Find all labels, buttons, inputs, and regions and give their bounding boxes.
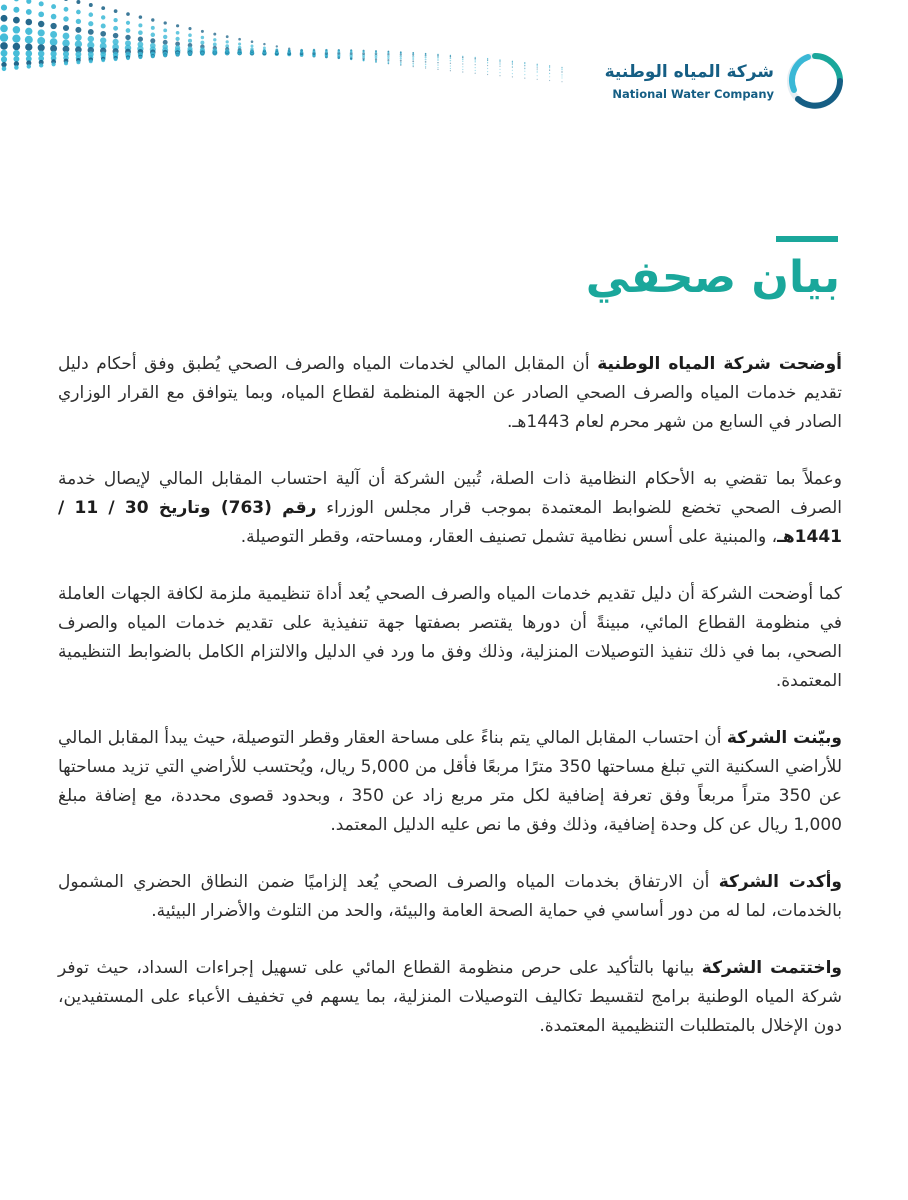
decorative-dot — [412, 60, 414, 62]
decorative-dot — [561, 75, 562, 76]
decorative-dot — [512, 63, 513, 64]
decorative-dot — [425, 66, 426, 67]
logo-name-arabic: شركة المياه الوطنية — [604, 62, 774, 82]
statement-body — [58, 350, 842, 1069]
decorative-dot — [387, 59, 389, 61]
decorative-dot — [63, 25, 69, 31]
decorative-dot — [499, 63, 500, 64]
decorative-dot — [126, 57, 130, 61]
decorative-dot — [0, 33, 8, 41]
decorative-dot — [1, 5, 7, 11]
paragraph-1-text: أن المقابل المالي لخدمات المياه والصرف الصحي يُطبق وفق أحكام دليل تقديم خدمات المياه والصرف الصحي الصادر عن الجهة المنظمة لقطاع المياه، وبما يتوافق مع القرار الوزاري الصادر في السابع من شهر محرم لعام 1443هـ. — [58, 354, 842, 432]
decorative-dot — [475, 64, 476, 65]
paragraph-3-text: كما أوضحت الشركة أن دليل تقديم خدمات المياه والصرف الصحي يُعد أداة تنظيمية ملزمة لكافة الجهات العاملة في منظومة القطاع المائي، مبينةً أن دورها يقتصر بصفتها جهة تنفيذية على تقديم خدمات المياه والصرف الصحي، بما في ذلك تنفيذ التوصيلات المنزلية، وذلك وفق ما ورد في الدليل والالتزام الكامل بالضوابط التنظيمية المعتمدة. — [58, 584, 842, 691]
decorative-dot — [226, 35, 229, 38]
decorative-dot — [537, 64, 538, 65]
decorative-dot — [1, 56, 7, 62]
decorative-dot — [76, 0, 80, 4]
decorative-dot — [462, 71, 463, 72]
decorative-dot — [26, 9, 32, 15]
decorative-dot — [64, 61, 68, 65]
decorative-dot — [238, 42, 241, 45]
paragraph-2-text-b: ، والمبنية على أسس نظامية تشمل تصنيف العقار، ومساحته، وقطر التوصيلة. — [240, 527, 778, 547]
decorative-dot — [561, 81, 562, 82]
decorative-dot — [64, 7, 69, 12]
decorative-dot — [76, 10, 81, 15]
decorative-dot — [450, 70, 451, 71]
decorative-dot — [425, 56, 427, 58]
decorative-dot — [301, 49, 303, 51]
decorative-dot — [462, 66, 463, 67]
decorative-dot — [139, 15, 143, 19]
decorative-dot — [14, 0, 19, 1]
decorative-dot — [26, 19, 33, 26]
decorative-dot — [499, 75, 500, 76]
decorative-dot — [138, 30, 143, 35]
decorative-dot — [512, 66, 513, 67]
decorative-dot — [226, 51, 229, 54]
decorative-dot — [524, 65, 525, 66]
page-title: بيان صحفي — [585, 252, 840, 303]
decorative-dot — [450, 68, 451, 69]
decorative-dot — [251, 40, 254, 43]
decorative-dot — [276, 49, 278, 51]
decorative-dot — [125, 35, 130, 40]
decorative-dot — [113, 33, 119, 39]
decorative-dot — [512, 70, 513, 71]
decorative-dot — [524, 68, 525, 69]
decorative-dot — [437, 64, 438, 65]
decorative-dot — [412, 63, 414, 65]
decorative-dot — [413, 66, 414, 67]
decorative-dot — [350, 50, 352, 52]
decorative-dot — [537, 69, 538, 70]
decorative-dot — [163, 35, 167, 39]
decorative-dot — [13, 7, 19, 13]
decorative-dot-wave — [0, 0, 580, 160]
decorative-dot — [88, 29, 94, 35]
decorative-dot — [51, 14, 57, 20]
decorative-dot — [88, 36, 94, 42]
decorative-dot — [549, 73, 550, 74]
decorative-dot — [188, 52, 191, 55]
decorative-dot — [475, 67, 476, 68]
decorative-dot — [13, 56, 19, 62]
decorative-dot — [437, 69, 438, 70]
title-accent-rule — [776, 236, 838, 242]
decorative-dot — [499, 64, 500, 65]
decorative-dot — [126, 21, 130, 25]
decorative-dot — [325, 49, 327, 51]
decorative-dot — [114, 57, 118, 61]
decorative-dot — [63, 33, 70, 40]
decorative-dot — [188, 27, 191, 30]
decorative-dot — [138, 23, 142, 27]
decorative-dot — [549, 80, 550, 81]
decorative-dot — [126, 12, 130, 16]
decorative-dot — [13, 17, 20, 24]
decorative-dot — [188, 39, 192, 43]
decorative-dot — [89, 3, 93, 7]
decorative-dot — [113, 26, 118, 31]
decorative-dot — [437, 56, 438, 57]
decorative-dot — [425, 64, 427, 66]
decorative-dot — [201, 36, 204, 39]
decorative-dot — [176, 53, 179, 56]
decorative-dot — [400, 57, 402, 59]
paragraph-3 — [58, 580, 842, 696]
decorative-dot — [437, 62, 439, 64]
decorative-dot — [537, 72, 538, 73]
paragraph-4-text: أن احتساب المقابل المالي يتم بناءً على مساحة العقار وقطر التوصيلة، حيث يبدأ المقابل المالي للأراضي السكنية التي تبلغ مساحتها 350 مترًا مربعًا فأقل من 5,000 ريال، ويُحتسب للأراضي التي تزيد مساحتها عن 350 متراً مربعاً وفق تعرفة إضافية لكل متر مربع زاد عن 350 ، وبحدود قصوى محددة، مع إضافة مبلغ 1,000 ريال عن كل وحدة إضافية، وذلك وفق ما نص عليه الدليل المعتمد. — [58, 728, 843, 835]
decorative-dot — [499, 60, 500, 61]
decorative-dot — [425, 67, 426, 68]
decorative-dot — [450, 55, 451, 56]
decorative-dot — [75, 34, 82, 41]
decorative-dot — [150, 38, 155, 43]
logo-name-english: National Water Company — [612, 87, 774, 101]
decorative-dot — [201, 52, 204, 55]
decorative-dot — [462, 57, 463, 58]
decorative-dot — [413, 53, 414, 54]
decorative-dot — [276, 45, 278, 47]
decorative-dot — [475, 70, 476, 71]
decorative-dot — [88, 21, 93, 26]
decorative-dot — [113, 18, 117, 22]
decorative-dot — [400, 63, 402, 65]
decorative-dot — [450, 65, 451, 66]
paragraph-2-text-a: وعملاً بما تقضي به الأحكام النظامية ذات الصلة، تُبين الشركة أن آلية احتساب المقابل المالي لإيصال خدمة الصرف الصحي تخضع للضوابط المعتمدة بموجب قرار مجلس الوزراء — [58, 469, 842, 518]
decorative-dot — [437, 67, 438, 68]
paragraph-4 — [58, 724, 842, 840]
decorative-dot — [0, 42, 8, 50]
decorative-dot — [50, 38, 58, 46]
decorative-dot — [487, 65, 488, 66]
decorative-dot — [487, 58, 488, 59]
decorative-dot — [263, 43, 265, 45]
decorative-dot — [213, 42, 217, 46]
decorative-dot — [139, 56, 143, 60]
decorative-dot — [425, 55, 426, 56]
decorative-dot — [51, 4, 56, 9]
paragraph-6-text: بيانها بالتأكيد على حرص منظومة القطاع المائي على تسهيل إجراءات السداد، حيث توفر شركة المياه الوطنية برامج لتقسيط تكاليف التوصيلات المنزلية، بما يسهم في تخفيف الأعباء على المستفيدين، دون الإخلال بالمتطلبات التنظيمية المعتمدة. — [58, 958, 842, 1036]
decorative-dot — [1, 62, 6, 67]
decorative-dot — [163, 28, 167, 32]
decorative-dot — [151, 18, 154, 21]
decorative-dot — [400, 62, 402, 64]
decorative-dot — [537, 71, 538, 72]
decorative-dot — [425, 59, 427, 61]
decorative-dot — [524, 63, 525, 64]
decorative-dot — [537, 67, 538, 68]
decorative-dot — [226, 40, 229, 43]
decorative-dot — [499, 61, 500, 62]
paragraph-1-lead: أوضحت شركة المياه الوطنية — [597, 354, 842, 374]
decorative-dot — [38, 11, 44, 17]
decorative-dot — [213, 38, 216, 41]
decorative-dot — [12, 34, 20, 42]
decorative-dot — [499, 66, 500, 67]
decorative-dot — [27, 64, 31, 68]
decorative-dot — [101, 6, 105, 10]
decorative-dot — [437, 54, 438, 55]
decorative-dot — [151, 26, 155, 30]
decorative-dot — [450, 60, 452, 62]
decorative-dot — [1, 15, 8, 22]
decorative-dot — [475, 58, 476, 59]
decorative-dot — [176, 24, 179, 27]
decorative-dot — [338, 49, 340, 51]
decorative-dot — [201, 30, 204, 33]
decorative-dot — [561, 67, 562, 68]
paragraph-5-lead: وأكدت الشركة — [718, 872, 842, 892]
decorative-dot — [537, 65, 538, 66]
decorative-dot — [38, 44, 45, 51]
paragraph-5-text: أن الارتفاق بخدمات المياه والصرف الصحي يُعد إلزاميًا ضمن النطاق الحضري المشمول بالخدمات، لما له من دور أساسي في حماية الصحة العامة والبيئة، والحد من التلوث والأضرار البيئية. — [58, 872, 842, 921]
paragraph-5 — [58, 868, 842, 926]
decorative-dot — [487, 74, 488, 75]
water-drop-ring-icon — [786, 52, 844, 110]
decorative-dot — [76, 19, 81, 24]
decorative-dot — [313, 49, 315, 51]
decorative-dot — [537, 75, 538, 76]
decorative-dot — [14, 65, 19, 70]
decorative-dot — [537, 66, 538, 67]
decorative-dot — [213, 51, 216, 54]
decorative-dot — [549, 76, 550, 77]
paragraph-2-decision-ref: رقم (763) وتاريخ 30 / 11 / 1441هـ — [58, 498, 842, 547]
decorative-dot — [114, 9, 118, 13]
decorative-dot — [164, 21, 167, 24]
decorative-dot — [524, 74, 525, 75]
decorative-dot — [375, 51, 377, 53]
decorative-dot — [487, 62, 488, 63]
decorative-dot — [25, 28, 32, 35]
decorative-dot — [76, 60, 80, 64]
decorative-dot — [38, 29, 45, 36]
decorative-dot — [251, 45, 254, 48]
decorative-dot — [462, 59, 463, 60]
decorative-dot — [425, 61, 427, 63]
decorative-dot — [400, 60, 402, 62]
decorative-dot — [188, 33, 192, 37]
decorative-dot — [561, 72, 562, 73]
decorative-dot — [450, 57, 451, 58]
decorative-dot — [213, 33, 216, 36]
decorative-dot — [512, 73, 513, 74]
company-logo — [564, 52, 844, 112]
decorative-dot — [13, 43, 20, 50]
decorative-dot — [2, 66, 7, 71]
decorative-dot — [251, 50, 254, 53]
decorative-dot — [499, 72, 500, 73]
decorative-dot — [499, 69, 500, 70]
decorative-dot — [561, 69, 562, 70]
decorative-dot — [549, 67, 550, 68]
decorative-dot — [39, 63, 43, 67]
decorative-dot — [101, 23, 106, 28]
decorative-dot — [200, 41, 204, 45]
decorative-dot — [487, 71, 488, 72]
decorative-dot — [388, 52, 389, 53]
decorative-dot — [126, 28, 131, 33]
decorative-dot — [475, 57, 476, 58]
decorative-dot — [512, 76, 513, 77]
decorative-dot — [437, 59, 439, 61]
paragraph-4-lead: وبيّنت الشركة — [726, 728, 842, 748]
decorative-dot — [263, 49, 265, 51]
paragraph-2 — [58, 465, 842, 552]
decorative-dot — [425, 53, 426, 54]
decorative-dot — [50, 31, 57, 38]
decorative-dot — [512, 61, 513, 62]
decorative-dot — [164, 54, 167, 57]
decorative-dot — [75, 27, 81, 33]
decorative-dot — [462, 69, 463, 70]
decorative-dot — [0, 25, 8, 33]
decorative-dot — [1, 50, 8, 57]
decorative-dot — [412, 56, 414, 58]
decorative-dot — [288, 49, 290, 51]
decorative-dot — [400, 52, 401, 53]
decorative-dot — [412, 65, 413, 66]
decorative-dot — [537, 79, 538, 80]
decorative-dot — [13, 26, 20, 33]
decorative-dot — [100, 31, 106, 37]
decorative-dot — [561, 74, 562, 75]
decorative-dot — [487, 60, 488, 61]
decorative-dot — [89, 12, 94, 17]
decorative-dot — [524, 78, 525, 79]
decorative-dot — [475, 73, 476, 74]
decorative-dot — [138, 37, 143, 42]
decorative-dot — [175, 37, 179, 41]
decorative-dot — [37, 37, 45, 45]
decorative-dot — [25, 43, 32, 50]
decorative-dot — [64, 0, 68, 1]
decorative-dot — [412, 58, 414, 60]
decorative-dot — [412, 52, 413, 53]
decorative-dot — [39, 1, 44, 6]
decorative-dot — [89, 59, 93, 63]
decorative-dot — [475, 60, 476, 61]
decorative-dot — [26, 50, 33, 57]
decorative-dot — [549, 66, 550, 67]
decorative-dot — [101, 58, 105, 62]
decorative-dot — [63, 16, 68, 21]
decorative-dot — [52, 62, 56, 66]
paragraph-1 — [58, 350, 842, 437]
decorative-dot — [487, 68, 488, 69]
decorative-dot — [38, 21, 44, 27]
decorative-dot — [151, 33, 156, 38]
decorative-dot — [561, 77, 562, 78]
paragraph-6 — [58, 954, 842, 1041]
decorative-dot — [450, 63, 451, 64]
paragraph-6-lead: واختتمت الشركة — [701, 958, 842, 978]
decorative-dot — [238, 50, 241, 53]
decorative-dot — [238, 38, 241, 41]
decorative-dot — [524, 71, 525, 72]
decorative-dot — [176, 31, 180, 35]
decorative-dot — [462, 61, 463, 62]
decorative-dot — [462, 63, 463, 64]
decorative-dot — [13, 50, 20, 57]
decorative-dot — [50, 23, 56, 29]
decorative-dot — [25, 36, 33, 44]
decorative-dot — [549, 69, 550, 70]
decorative-dot — [101, 15, 105, 19]
decorative-dot — [263, 46, 266, 49]
decorative-dot — [363, 50, 365, 52]
decorative-dot — [151, 55, 154, 58]
decorative-dot — [26, 0, 31, 4]
